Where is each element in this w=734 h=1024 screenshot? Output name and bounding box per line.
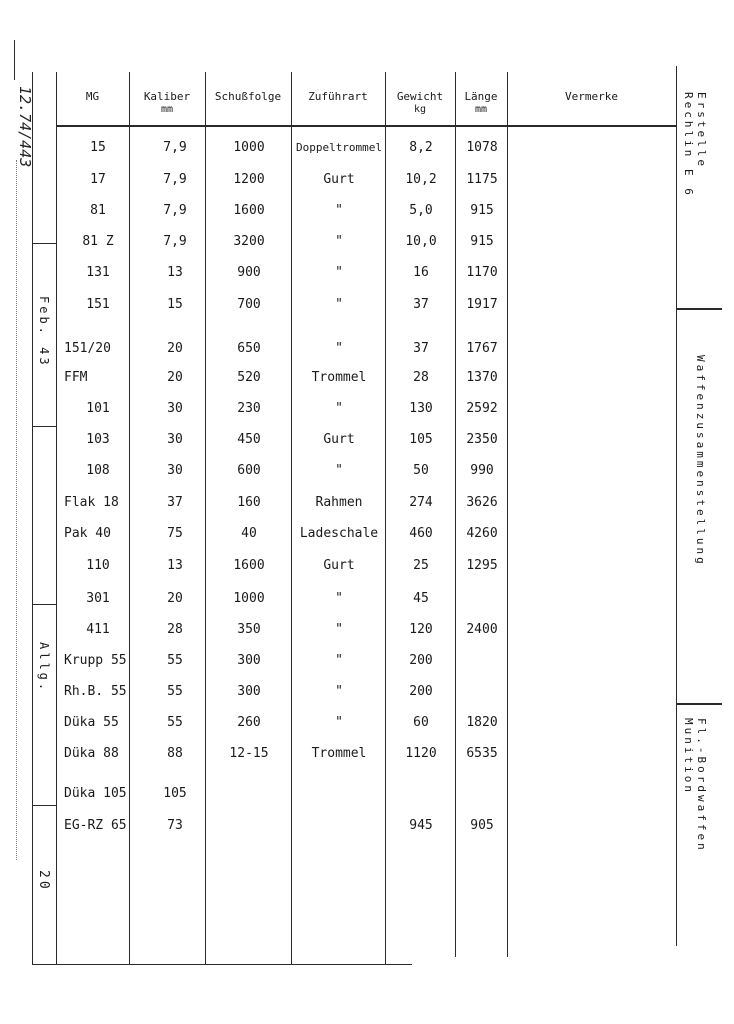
cell-zufuhrart: Trommel xyxy=(311,370,367,385)
cell-kaliber: 7,9 xyxy=(163,234,187,249)
cell-zufuhrart: Gurt xyxy=(323,432,355,447)
cell-kaliber: 30 xyxy=(167,463,183,478)
cell-schussfolge: 1000 xyxy=(233,140,265,155)
scan-edge-line xyxy=(14,40,15,80)
cell-schussfolge: 260 xyxy=(237,715,261,730)
cell-laenge: 1820 xyxy=(466,715,498,730)
cell-zufuhrart: " xyxy=(335,265,343,280)
cell-laenge: 990 xyxy=(470,463,494,478)
cell-schussfolge: 40 xyxy=(241,526,257,541)
cell-mg: 108 xyxy=(86,463,110,478)
cell-kaliber: 20 xyxy=(167,370,183,385)
cell-mg: Pak 40 xyxy=(64,526,111,541)
cell-schussfolge: 300 xyxy=(237,653,261,668)
cell-laenge: 2350 xyxy=(466,432,498,447)
cell-zufuhrart: " xyxy=(335,653,343,668)
cell-zufuhrart: " xyxy=(335,684,343,699)
cell-gewicht: 130 xyxy=(409,401,433,416)
cell-mg: Flak 18 xyxy=(64,495,119,510)
header-schussfolge: Schußfolge xyxy=(214,90,282,103)
header-laenge-unit: mm xyxy=(474,104,488,115)
cell-schussfolge: 900 xyxy=(237,265,261,280)
cell-zufuhrart: " xyxy=(335,234,343,249)
col-sep-2 xyxy=(205,72,206,965)
margin-tick-1 xyxy=(32,243,56,244)
cell-gewicht: 200 xyxy=(409,653,433,668)
cell-gewicht: 1120 xyxy=(405,746,437,761)
header-zufuhrart: Zuführart xyxy=(308,90,368,103)
cell-schussfolge: 600 xyxy=(237,463,261,478)
cell-gewicht: 50 xyxy=(413,463,429,478)
cell-laenge: 915 xyxy=(470,203,494,218)
cell-mg: 15 xyxy=(90,140,106,155)
col-sep-6 xyxy=(507,72,508,957)
cell-zufuhrart: " xyxy=(335,203,343,218)
cell-laenge: 2400 xyxy=(466,622,498,637)
cell-zufuhrart: " xyxy=(335,463,343,478)
cell-kaliber: 55 xyxy=(167,653,183,668)
header-mg: MG xyxy=(85,90,100,103)
cell-kaliber: 15 xyxy=(167,297,183,312)
cell-gewicht: 945 xyxy=(409,818,433,833)
cell-kaliber: 73 xyxy=(167,818,183,833)
cell-gewicht: 460 xyxy=(409,526,433,541)
cell-kaliber: 55 xyxy=(167,715,183,730)
cell-mg: Düka 105 xyxy=(64,786,127,801)
cell-kaliber: 37 xyxy=(167,495,183,510)
header-vermerke: Vermerke xyxy=(565,90,618,103)
right-panel-rule-1 xyxy=(676,308,722,310)
cell-laenge: 1078 xyxy=(466,140,498,155)
frame-bottom-line xyxy=(32,964,412,965)
cell-kaliber: 13 xyxy=(167,265,183,280)
cell-gewicht: 37 xyxy=(413,341,429,356)
margin-page-number: 20 xyxy=(36,870,51,892)
cell-zufuhrart: Ladeschale xyxy=(299,526,379,541)
cell-zufuhrart: " xyxy=(335,341,343,356)
cell-laenge: 1170 xyxy=(466,265,498,280)
cell-mg: 103 xyxy=(86,432,110,447)
cell-gewicht: 10,0 xyxy=(405,234,437,249)
cell-laenge: 1295 xyxy=(466,558,498,573)
cell-mg: EG-RZ 65 xyxy=(64,818,127,833)
cell-laenge: 1917 xyxy=(466,297,498,312)
cell-schussfolge: 1600 xyxy=(233,558,265,573)
cell-kaliber: 20 xyxy=(167,591,183,606)
col-sep-3 xyxy=(291,72,292,965)
cell-mg: 151 xyxy=(86,297,110,312)
cell-gewicht: 105 xyxy=(409,432,433,447)
cell-kaliber: 7,9 xyxy=(163,172,187,187)
cell-gewicht: 45 xyxy=(413,591,429,606)
scan-dotted-line xyxy=(16,160,19,860)
cell-mg: 17 xyxy=(90,172,106,187)
cell-schussfolge: 300 xyxy=(237,684,261,699)
cell-gewicht: 28 xyxy=(413,370,429,385)
header-gewicht-label: Gewicht xyxy=(396,90,444,103)
cell-zufuhrart: Doppeltrommel xyxy=(295,141,383,154)
cell-schussfolge: 520 xyxy=(237,370,261,385)
cell-kaliber: 88 xyxy=(167,746,183,761)
header-kaliber xyxy=(129,90,205,116)
right-panel-rule-2 xyxy=(676,703,722,705)
header-rule xyxy=(56,125,676,127)
cell-schussfolge: 3200 xyxy=(233,234,265,249)
cell-laenge: 915 xyxy=(470,234,494,249)
cell-mg: 110 xyxy=(86,558,110,573)
frame-table-left-line xyxy=(56,72,57,965)
col-sep-4 xyxy=(385,72,386,965)
margin-date: Feb. 43 xyxy=(37,296,51,368)
cell-gewicht: 37 xyxy=(413,297,429,312)
erstelle-label: Erstelle Rechlin E 6 xyxy=(682,92,708,198)
cell-mg: 81 Z xyxy=(82,234,114,249)
cell-zufuhrart: Gurt xyxy=(323,172,355,187)
cell-schussfolge: 650 xyxy=(237,341,261,356)
cell-gewicht: 5,0 xyxy=(409,203,433,218)
cell-schussfolge: 160 xyxy=(237,495,261,510)
cell-mg: Düka 88 xyxy=(64,746,119,761)
cell-mg: 301 xyxy=(86,591,110,606)
cell-mg: Düka 55 xyxy=(64,715,119,730)
cell-zufuhrart: Trommel xyxy=(311,746,367,761)
cell-laenge: 6535 xyxy=(466,746,498,761)
col-sep-5 xyxy=(455,72,456,957)
cell-kaliber: 7,9 xyxy=(163,140,187,155)
cell-gewicht: 274 xyxy=(409,495,433,510)
cell-zufuhrart: " xyxy=(335,401,343,416)
cell-gewicht: 60 xyxy=(413,715,429,730)
header-gewicht xyxy=(385,90,455,116)
cell-schussfolge: 1600 xyxy=(233,203,265,218)
cell-mg: 151/20 xyxy=(64,341,111,356)
header-kaliber-label: Kaliber xyxy=(143,90,191,103)
cell-kaliber: 30 xyxy=(167,432,183,447)
margin-tick-2 xyxy=(32,426,56,427)
cell-mg: Rh.B. 55 xyxy=(64,684,127,699)
cell-kaliber: 28 xyxy=(167,622,183,637)
cell-schussfolge: 700 xyxy=(237,297,261,312)
cell-laenge: 2592 xyxy=(466,401,498,416)
cell-gewicht: 200 xyxy=(409,684,433,699)
cell-laenge: 1767 xyxy=(466,341,498,356)
cell-schussfolge: 450 xyxy=(237,432,261,447)
cell-kaliber: 75 xyxy=(167,526,183,541)
cell-laenge: 1370 xyxy=(466,370,498,385)
margin-tick-4 xyxy=(32,805,56,806)
cell-kaliber: 105 xyxy=(163,786,187,801)
cell-mg: 101 xyxy=(86,401,110,416)
header-gewicht-unit: kg xyxy=(413,104,427,115)
header-laenge-label: Länge xyxy=(464,90,498,103)
cell-schussfolge: 12-15 xyxy=(229,746,269,761)
cell-mg: 81 xyxy=(90,203,106,218)
cell-kaliber: 13 xyxy=(167,558,183,573)
cell-gewicht: 8,2 xyxy=(409,140,433,155)
cell-mg: 411 xyxy=(86,622,110,637)
cell-kaliber: 30 xyxy=(167,401,183,416)
cell-laenge: 1175 xyxy=(466,172,498,187)
fl-bordwaffen-label: Fl.-Bordwaffen Munition xyxy=(682,718,708,853)
cell-zufuhrart: " xyxy=(335,622,343,637)
cell-schussfolge: 1200 xyxy=(233,172,265,187)
cell-zufuhrart: Gurt xyxy=(323,558,355,573)
handwritten-note: 12.74/443 xyxy=(16,86,34,168)
cell-mg: 131 xyxy=(86,265,110,280)
cell-kaliber: 7,9 xyxy=(163,203,187,218)
frame-left-line xyxy=(32,72,33,965)
margin-allg: Allg. xyxy=(37,642,51,694)
waffenzusammenstellung-label: Waffenzusammenstellung xyxy=(694,355,707,567)
cell-zufuhrart: Rahmen xyxy=(315,495,363,510)
cell-zufuhrart: " xyxy=(335,297,343,312)
cell-kaliber: 20 xyxy=(167,341,183,356)
margin-tick-3 xyxy=(32,604,56,605)
cell-schussfolge: 350 xyxy=(237,622,261,637)
cell-schussfolge: 230 xyxy=(237,401,261,416)
header-kaliber-unit: mm xyxy=(160,104,174,115)
cell-laenge: 905 xyxy=(470,818,494,833)
cell-schussfolge: 1000 xyxy=(233,591,265,606)
cell-zufuhrart: " xyxy=(335,715,343,730)
cell-zufuhrart: " xyxy=(335,591,343,606)
cell-laenge: 3626 xyxy=(466,495,498,510)
header-laenge xyxy=(455,90,507,116)
cell-laenge: 4260 xyxy=(466,526,498,541)
cell-gewicht: 25 xyxy=(413,558,429,573)
col-sep-right xyxy=(676,66,677,946)
cell-mg: FFM xyxy=(64,370,88,385)
cell-gewicht: 10,2 xyxy=(405,172,437,187)
cell-mg: Krupp 55 xyxy=(64,653,127,668)
cell-kaliber: 55 xyxy=(167,684,183,699)
cell-gewicht: 16 xyxy=(413,265,429,280)
cell-gewicht: 120 xyxy=(409,622,433,637)
